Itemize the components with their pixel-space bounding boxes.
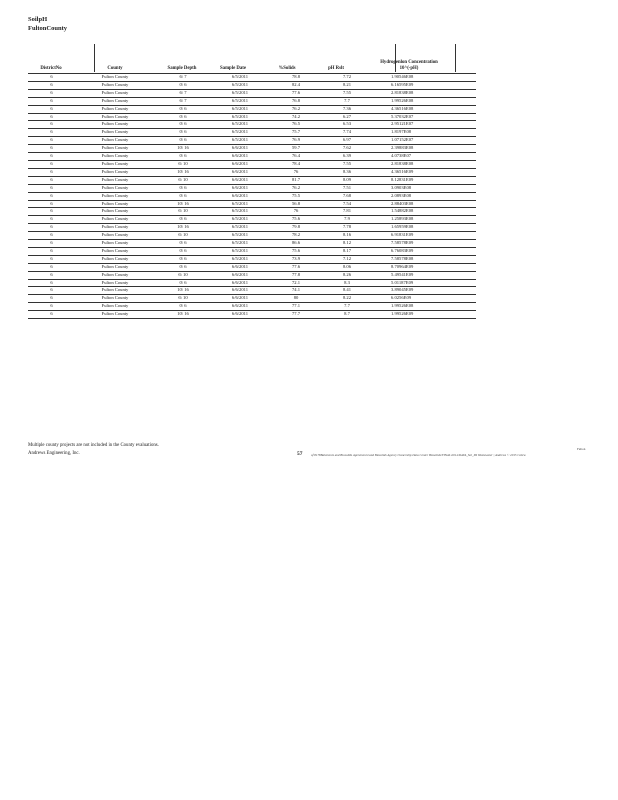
cell-district: 6 <box>28 81 75 89</box>
cell-solids: 77.6 <box>269 89 323 97</box>
cell-date: 6/6/2011 <box>211 295 269 303</box>
cell-county: Fulton County <box>75 255 155 263</box>
cell-date: 6/6/2011 <box>211 192 269 200</box>
col-hydrogen-line1: Hydrogenlon Concentration <box>380 60 438 65</box>
table-row <box>28 121 476 129</box>
cell-depth: 0\ 6 <box>155 81 211 89</box>
cell-date: 6/6/2011 <box>211 176 269 184</box>
cell-solids: 78.4 <box>269 160 323 168</box>
cell-hydrogen: 3.0903E08 <box>371 184 476 192</box>
cell-district: 6 <box>28 247 75 255</box>
cell-hydrogen: 4.0738E07 <box>371 153 476 161</box>
cell-ph: 8.3 <box>323 279 371 287</box>
cell-hydrogen: 7.58578E09 <box>371 240 476 248</box>
cell-district: 6 <box>28 105 75 113</box>
cell-district: 6 <box>28 200 75 208</box>
cell-solids: 72.1 <box>269 279 323 287</box>
col-ph: pH Rslt <box>328 66 344 71</box>
table-row <box>28 216 476 224</box>
cell-date: 6/6/2011 <box>211 271 269 279</box>
cell-ph: 7.9 <box>323 216 371 224</box>
cell-ph: 7.7 <box>323 97 371 105</box>
cell-ph: 6.39 <box>323 153 371 161</box>
cell-depth: 6\ 10 <box>155 160 211 168</box>
cell-district: 6 <box>28 192 75 200</box>
cell-district: 6 <box>28 271 75 279</box>
cell-depth: 10\ 16 <box>155 311 211 319</box>
cell-district: 6 <box>28 295 75 303</box>
cell-depth: 6\ 10 <box>155 208 211 216</box>
cell-depth: 6\ 10 <box>155 271 211 279</box>
cell-depth: 10\ 16 <box>155 145 211 153</box>
cell-date: 6/6/2011 <box>211 184 269 192</box>
table-row <box>28 224 476 232</box>
cell-depth: 0\ 6 <box>155 255 211 263</box>
cell-depth: 0\ 6 <box>155 129 211 137</box>
cell-county: Fulton County <box>75 97 155 105</box>
cell-hydrogen: 8.70964E09 <box>371 263 476 271</box>
table-row <box>28 255 476 263</box>
cell-solids: 76 <box>269 168 323 176</box>
cell-date: 6/5/2011 <box>211 216 269 224</box>
table-row <box>28 153 476 161</box>
cell-depth: 0\ 6 <box>155 184 211 192</box>
cell-solids: 76.2 <box>269 105 323 113</box>
cell-date: 6/5/2011 <box>211 97 269 105</box>
cell-hydrogen: 2.0893E08 <box>371 192 476 200</box>
cell-depth: 10\ 16 <box>155 168 211 176</box>
cell-county: Fulton County <box>75 168 155 176</box>
cell-ph: 7.81 <box>323 208 371 216</box>
cell-hydrogen: 5.01187E09 <box>371 279 476 287</box>
table-row <box>28 232 476 240</box>
cell-district: 6 <box>28 145 75 153</box>
cell-hydrogen: 8.12831E09 <box>371 176 476 184</box>
table-row <box>28 247 476 255</box>
cell-county: Fulton County <box>75 232 155 240</box>
cell-county: Fulton County <box>75 160 155 168</box>
cell-solids: 76.8 <box>269 97 323 105</box>
col-sample-depth: Sample Depth <box>167 66 197 71</box>
cell-date: 6/5/2011 <box>211 81 269 89</box>
cell-ph: 8.09 <box>323 176 371 184</box>
cell-county: Fulton County <box>75 311 155 319</box>
cell-district: 6 <box>28 232 75 240</box>
cell-solids: 86.6 <box>269 240 323 248</box>
cell-district: 6 <box>28 184 75 192</box>
cell-county: Fulton County <box>75 176 155 184</box>
cell-ph: 7.12 <box>323 255 371 263</box>
cell-county: Fulton County <box>75 89 155 97</box>
table-row <box>28 105 476 113</box>
table-row <box>28 279 476 287</box>
cell-hydrogen: 7.58578E08 <box>371 255 476 263</box>
footer-note: Multiple county projects are not included in the County evaluations. <box>28 443 159 448</box>
cell-ph: 8.26 <box>323 271 371 279</box>
cell-depth: 0\ 6 <box>155 303 211 311</box>
cell-date: 6/5/2011 <box>211 105 269 113</box>
cell-solids: 74.2 <box>269 113 323 121</box>
cell-solids: 76 <box>269 208 323 216</box>
table-row <box>28 184 476 192</box>
table-row <box>28 89 476 97</box>
table-row <box>28 200 476 208</box>
table-row <box>28 168 476 176</box>
cell-date: 6/5/2011 <box>211 255 269 263</box>
col-solids: %Solids <box>278 66 296 71</box>
table-row <box>28 192 476 200</box>
cell-hydrogen: 1.90546E08 <box>371 74 476 82</box>
cell-depth: 0\ 6 <box>155 192 211 200</box>
cell-depth: 0\ 6 <box>155 240 211 248</box>
cell-date: 6/6/2011 <box>211 153 269 161</box>
cell-date: 6/5/2011 <box>211 113 269 121</box>
cell-ph: 8.22 <box>323 295 371 303</box>
cell-district: 6 <box>28 303 75 311</box>
cell-hydrogen: 2.39883E08 <box>371 145 476 153</box>
cell-county: Fulton County <box>75 200 155 208</box>
cell-date: 6/5/2011 <box>211 208 269 216</box>
report-subtitle: FultonCounty <box>28 25 68 32</box>
table-row <box>28 295 476 303</box>
cell-solids: 77.7 <box>269 311 323 319</box>
cell-county: Fulton County <box>75 137 155 145</box>
table-row <box>28 113 476 121</box>
cell-solids: 56.8 <box>269 200 323 208</box>
col-county: County <box>107 66 123 71</box>
cell-county: Fulton County <box>75 105 155 113</box>
cell-district: 6 <box>28 153 75 161</box>
table-row <box>28 271 476 279</box>
table-row <box>28 208 476 216</box>
cell-county: Fulton County <box>75 145 155 153</box>
table-row <box>28 287 476 295</box>
col-hydrogen-line2: 10^(-pH) <box>399 66 419 71</box>
cell-hydrogen: 6.91831E09 <box>371 232 476 240</box>
cell-hydrogen: 6.76083E09 <box>371 247 476 255</box>
cell-district: 6 <box>28 216 75 224</box>
cell-district: 6 <box>28 89 75 97</box>
cell-county: Fulton County <box>75 287 155 295</box>
cell-hydrogen: 1.65959E08 <box>371 224 476 232</box>
cell-date: 6/5/2011 <box>211 200 269 208</box>
col-district: DistrictNo <box>40 66 62 71</box>
cell-district: 6 <box>28 279 75 287</box>
cell-hydrogen: 1.07152E07 <box>371 137 476 145</box>
cell-ph: 7.74 <box>323 129 371 137</box>
cell-solids: 74.1 <box>269 287 323 295</box>
cell-district: 6 <box>28 224 75 232</box>
cell-county: Fulton County <box>75 247 155 255</box>
cell-solids: 77.8 <box>269 271 323 279</box>
table-row <box>28 311 476 319</box>
table-row <box>28 129 476 137</box>
cell-hydrogen: 4.36516E08 <box>371 105 476 113</box>
cell-district: 6 <box>28 129 75 137</box>
cell-county: Fulton County <box>75 263 155 271</box>
cell-ph: 8.16 <box>323 232 371 240</box>
cell-ph: 8.17 <box>323 247 371 255</box>
cell-hydrogen: 2.88403E08 <box>371 200 476 208</box>
table-row <box>28 263 476 271</box>
cell-depth: 10\ 16 <box>155 200 211 208</box>
cell-date: 6/6/2011 <box>211 263 269 271</box>
cell-date: 6/6/2011 <box>211 279 269 287</box>
cell-county: Fulton County <box>75 74 155 82</box>
cell-hydrogen: 6.0256E09 <box>371 295 476 303</box>
cell-solids: 76.9 <box>269 137 323 145</box>
cell-solids: 78.2 <box>269 232 323 240</box>
cell-county: Fulton County <box>75 240 155 248</box>
cell-solids: 75.5 <box>269 192 323 200</box>
cell-ph: 7.36 <box>323 105 371 113</box>
cell-ph: 6.97 <box>323 137 371 145</box>
cell-county: Fulton County <box>75 295 155 303</box>
cell-district: 6 <box>28 137 75 145</box>
cell-depth: 0\ 6 <box>155 247 211 255</box>
cell-date: 6/6/2011 <box>211 145 269 153</box>
table-row <box>28 303 476 311</box>
cell-district: 6 <box>28 208 75 216</box>
cell-hydrogen: 3.89045E09 <box>371 287 476 295</box>
cell-date: 6/6/2011 <box>211 168 269 176</box>
table-row <box>28 81 476 89</box>
cell-depth: 6\ 10 <box>155 295 211 303</box>
cell-depth: 0\ 6 <box>155 121 211 129</box>
cell-district: 6 <box>28 287 75 295</box>
cell-ph: 7.72 <box>323 74 371 82</box>
col-hydrogen <box>362 60 456 72</box>
cell-solids: 82.4 <box>269 81 323 89</box>
table-row <box>28 137 476 145</box>
table-row <box>28 160 476 168</box>
cell-district: 6 <box>28 255 75 263</box>
cell-date: 6/5/2011 <box>211 129 269 137</box>
cell-solids: 77.6 <box>269 263 323 271</box>
col-sample-date: Sample Date <box>220 66 246 71</box>
cell-hydrogen: 5.49541E09 <box>371 271 476 279</box>
table-row <box>28 176 476 184</box>
footer-company: Andrews Engineering, Inc. <box>28 451 80 456</box>
cell-ph: 7.55 <box>323 89 371 97</box>
cell-solids: 81.7 <box>269 176 323 184</box>
table-row <box>28 240 476 248</box>
cell-district: 6 <box>28 160 75 168</box>
cell-solids: 80 <box>269 295 323 303</box>
cell-hydrogen: 1.54882E08 <box>371 208 476 216</box>
cell-district: 6 <box>28 240 75 248</box>
cell-ph: 6.27 <box>323 113 371 121</box>
data-table <box>28 73 476 319</box>
cell-ph: 7.62 <box>323 145 371 153</box>
cell-date: 6/5/2011 <box>211 137 269 145</box>
table-row <box>28 145 476 153</box>
cell-hydrogen: 1.99526E09 <box>371 311 476 319</box>
report-title: SoilpH <box>28 16 48 23</box>
cell-hydrogen: 1.25893E08 <box>371 216 476 224</box>
cell-ph: 6.53 <box>323 121 371 129</box>
cell-solids: 76.4 <box>269 153 323 161</box>
cell-ph: 7.54 <box>323 200 371 208</box>
cell-district: 6 <box>28 113 75 121</box>
footer-corner: Fulton <box>577 447 586 451</box>
cell-ph: 8.12 <box>323 240 371 248</box>
cell-date: 6/5/2011 <box>211 232 269 240</box>
cell-hydrogen: 6.16595E09 <box>371 81 476 89</box>
cell-date: 6/5/2011 <box>211 74 269 82</box>
cell-depth: 0\ 6 <box>155 279 211 287</box>
cell-depth: 6\ 7 <box>155 89 211 97</box>
cell-ph: 7.68 <box>323 192 371 200</box>
cell-date: 6/6/2011 <box>211 303 269 311</box>
cell-date: 6/5/2011 <box>211 89 269 97</box>
cell-hydrogen: 2.81838E08 <box>371 89 476 97</box>
cell-depth: 6\ 10 <box>155 176 211 184</box>
cell-solids: 75.6 <box>269 247 323 255</box>
cell-district: 6 <box>28 263 75 271</box>
table-row <box>28 97 476 105</box>
cell-date: 6/5/2011 <box>211 247 269 255</box>
cell-solids: 77.1 <box>269 303 323 311</box>
cell-solids: 59.7 <box>269 145 323 153</box>
cell-depth: 6\ 7 <box>155 74 211 82</box>
cell-county: Fulton County <box>75 113 155 121</box>
cell-solids: 73.9 <box>269 255 323 263</box>
cell-date: 6/6/2011 <box>211 287 269 295</box>
cell-depth: 10\ 16 <box>155 224 211 232</box>
cell-ph: 8.36 <box>323 168 371 176</box>
cell-district: 6 <box>28 97 75 105</box>
table-header <box>28 44 456 72</box>
cell-hydrogen: 2.81838E08 <box>371 160 476 168</box>
cell-depth: 10\ 16 <box>155 287 211 295</box>
cell-depth: 0\ 6 <box>155 105 211 113</box>
cell-date: 6/6/2011 <box>211 311 269 319</box>
cell-district: 6 <box>28 176 75 184</box>
cell-solids: 76.2 <box>269 184 323 192</box>
cell-depth: 0\ 6 <box>155 153 211 161</box>
cell-ph: 7.7 <box>323 303 371 311</box>
cell-hydrogen: 2.95121E07 <box>371 121 476 129</box>
cell-depth: 0\ 6 <box>155 137 211 145</box>
footer-path: of 8178Balements and Biosolids Agreement Land Biosolids Agency Ownership Data Center Biosolids/FINAL\2014\DATA_Sol_Pd Wastewater | Andrews © 2015 Cobra <box>311 453 526 457</box>
cell-depth: 6\ 7 <box>155 97 211 105</box>
cell-hydrogen: 1.8197E08 <box>371 129 476 137</box>
cell-county: Fulton County <box>75 192 155 200</box>
cell-ph: 8.21 <box>323 81 371 89</box>
cell-ph: 8.41 <box>323 287 371 295</box>
cell-solids: 76.5 <box>269 121 323 129</box>
cell-depth: 0\ 6 <box>155 216 211 224</box>
cell-district: 6 <box>28 168 75 176</box>
cell-county: Fulton County <box>75 184 155 192</box>
cell-depth: 0\ 6 <box>155 113 211 121</box>
cell-date: 6/5/2011 <box>211 121 269 129</box>
cell-county: Fulton County <box>75 303 155 311</box>
cell-depth: 6\ 10 <box>155 232 211 240</box>
cell-ph: 7.51 <box>323 184 371 192</box>
page-number: 57 <box>297 451 303 457</box>
cell-ph: 7.78 <box>323 224 371 232</box>
cell-district: 6 <box>28 74 75 82</box>
cell-solids: 75.7 <box>269 129 323 137</box>
cell-county: Fulton County <box>75 216 155 224</box>
cell-depth: 0\ 6 <box>155 263 211 271</box>
cell-county: Fulton County <box>75 81 155 89</box>
cell-county: Fulton County <box>75 208 155 216</box>
cell-solids: 78.8 <box>269 74 323 82</box>
cell-county: Fulton County <box>75 129 155 137</box>
table-row <box>28 74 476 82</box>
cell-ph: 8.7 <box>323 311 371 319</box>
cell-county: Fulton County <box>75 279 155 287</box>
cell-county: Fulton County <box>75 121 155 129</box>
cell-ph: 8.06 <box>323 263 371 271</box>
cell-hydrogen: 4.36516E09 <box>371 168 476 176</box>
cell-solids: 75.6 <box>269 216 323 224</box>
cell-county: Fulton County <box>75 153 155 161</box>
cell-solids: 79.8 <box>269 224 323 232</box>
cell-hydrogen: 1.99526E08 <box>371 97 476 105</box>
cell-date: 6/5/2011 <box>211 240 269 248</box>
cell-hydrogen: 1.99526E08 <box>371 303 476 311</box>
cell-county: Fulton County <box>75 271 155 279</box>
cell-district: 6 <box>28 311 75 319</box>
cell-date: 6/6/2011 <box>211 160 269 168</box>
cell-hydrogen: 5.37032E07 <box>371 113 476 121</box>
cell-district: 6 <box>28 121 75 129</box>
cell-county: Fulton County <box>75 224 155 232</box>
cell-ph: 7.55 <box>323 160 371 168</box>
cell-date: 6/5/2011 <box>211 224 269 232</box>
